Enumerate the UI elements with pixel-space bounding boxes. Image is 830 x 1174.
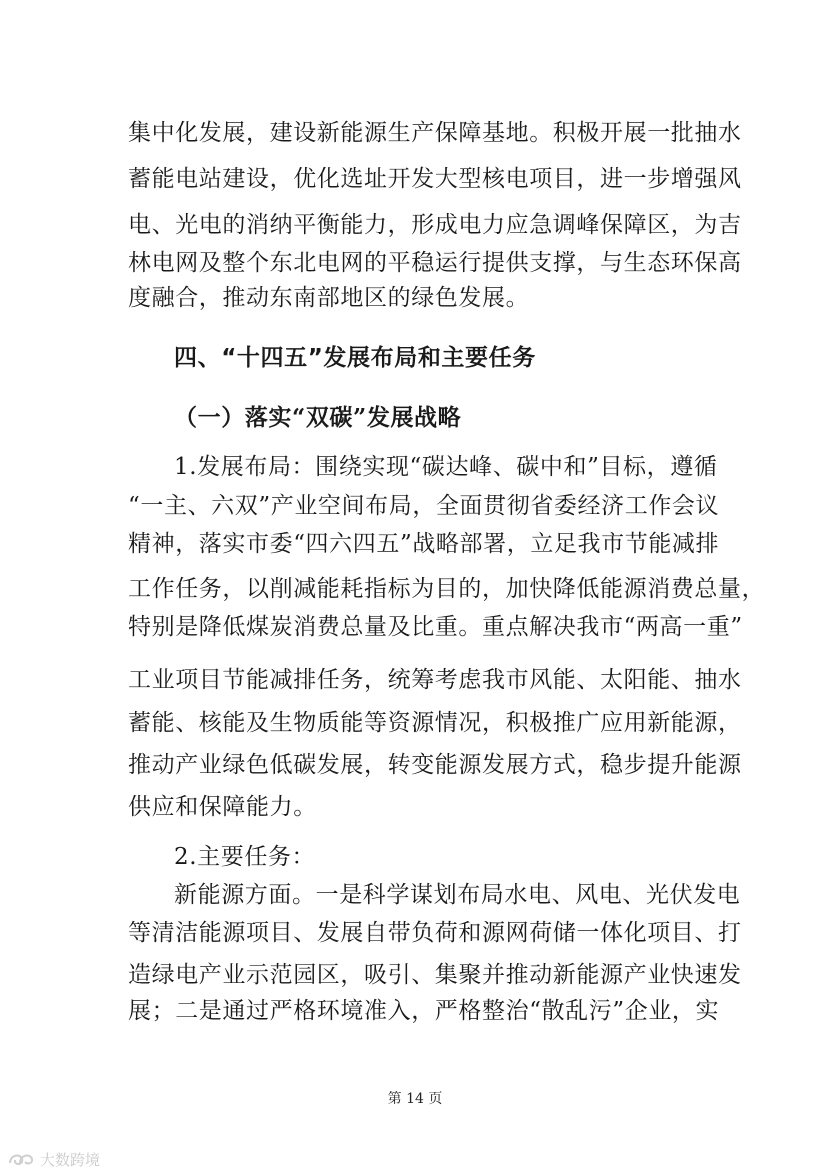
paragraph-line: 造绿电产业示范园区，吸引、集聚并推动新能源产业快速发 <box>128 962 742 988</box>
paragraph-line: 推动产业绿色低碳发展，转变能源发展方式，稳步提升能源 <box>128 752 742 778</box>
paragraph-line: 供应和保障能力。 <box>128 794 317 820</box>
subsection-heading: （一）落实“双碳”发展战略 <box>174 404 462 431</box>
paragraph-line: 蓄能电站建设，优化选址开发大型核电项目，进一步增强风 <box>128 166 742 192</box>
paragraph-line: 集中化发展，建设新能源生产保障基地。积极开展一批抽水 <box>128 120 742 146</box>
paragraph-line: 精神，落实市委“四六四五”战略部署，立足我市节能减排 <box>128 531 720 557</box>
paragraph-line: 工作任务，以削减能耗指标为目的，加快降低能源消费总量， <box>128 576 766 602</box>
paragraph-line: 新能源方面。一是科学谋划布局水电、风电、光伏发电 <box>174 882 741 908</box>
paragraph-line: 蓄能、核能及生物质能等资源情况，积极推广应用新能源， <box>128 710 742 736</box>
paragraph-line: 2.主要任务： <box>174 844 316 870</box>
paragraph-line: 度融合，推动东南部地区的绿色发展。 <box>128 285 530 311</box>
paragraph-line: 展；二是通过严格环境准入，严格整治“散乱污”企业，实 <box>128 998 720 1024</box>
paragraph-line: 林电网及整个东北电网的平稳运行提供支撑，与生态环保高 <box>128 250 742 276</box>
paragraph-line: 1.发展布局：围绕实现“碳达峰、碳中和”目标，遵循 <box>174 454 718 480</box>
paragraph-line: 工业项目节能减排任务，统筹考虑我市风能、太阳能、抽水 <box>128 667 742 693</box>
swirl-logo-icon <box>6 1149 36 1169</box>
paragraph-line: “一主、六双”产业空间布局，全面贯彻省委经济工作会议 <box>128 493 720 519</box>
watermark <box>6 1148 100 1170</box>
section-heading: 四、“十四五”发展布局和主要任务 <box>174 345 536 371</box>
paragraph-line: 等清洁能源项目、发展自带负荷和源网荷储一体化项目、打 <box>128 920 742 946</box>
page-number: 第 14 页 <box>387 1091 443 1107</box>
watermark-text: 大数跨境 <box>40 1150 101 1169</box>
paragraph-line: 特别是降低煤炭消费总量及比重。重点解决我市“两高一重” <box>128 614 743 640</box>
paragraph-line: 电、光电的消纳平衡能力，形成电力应急调峰保障区，为吉 <box>128 212 742 238</box>
